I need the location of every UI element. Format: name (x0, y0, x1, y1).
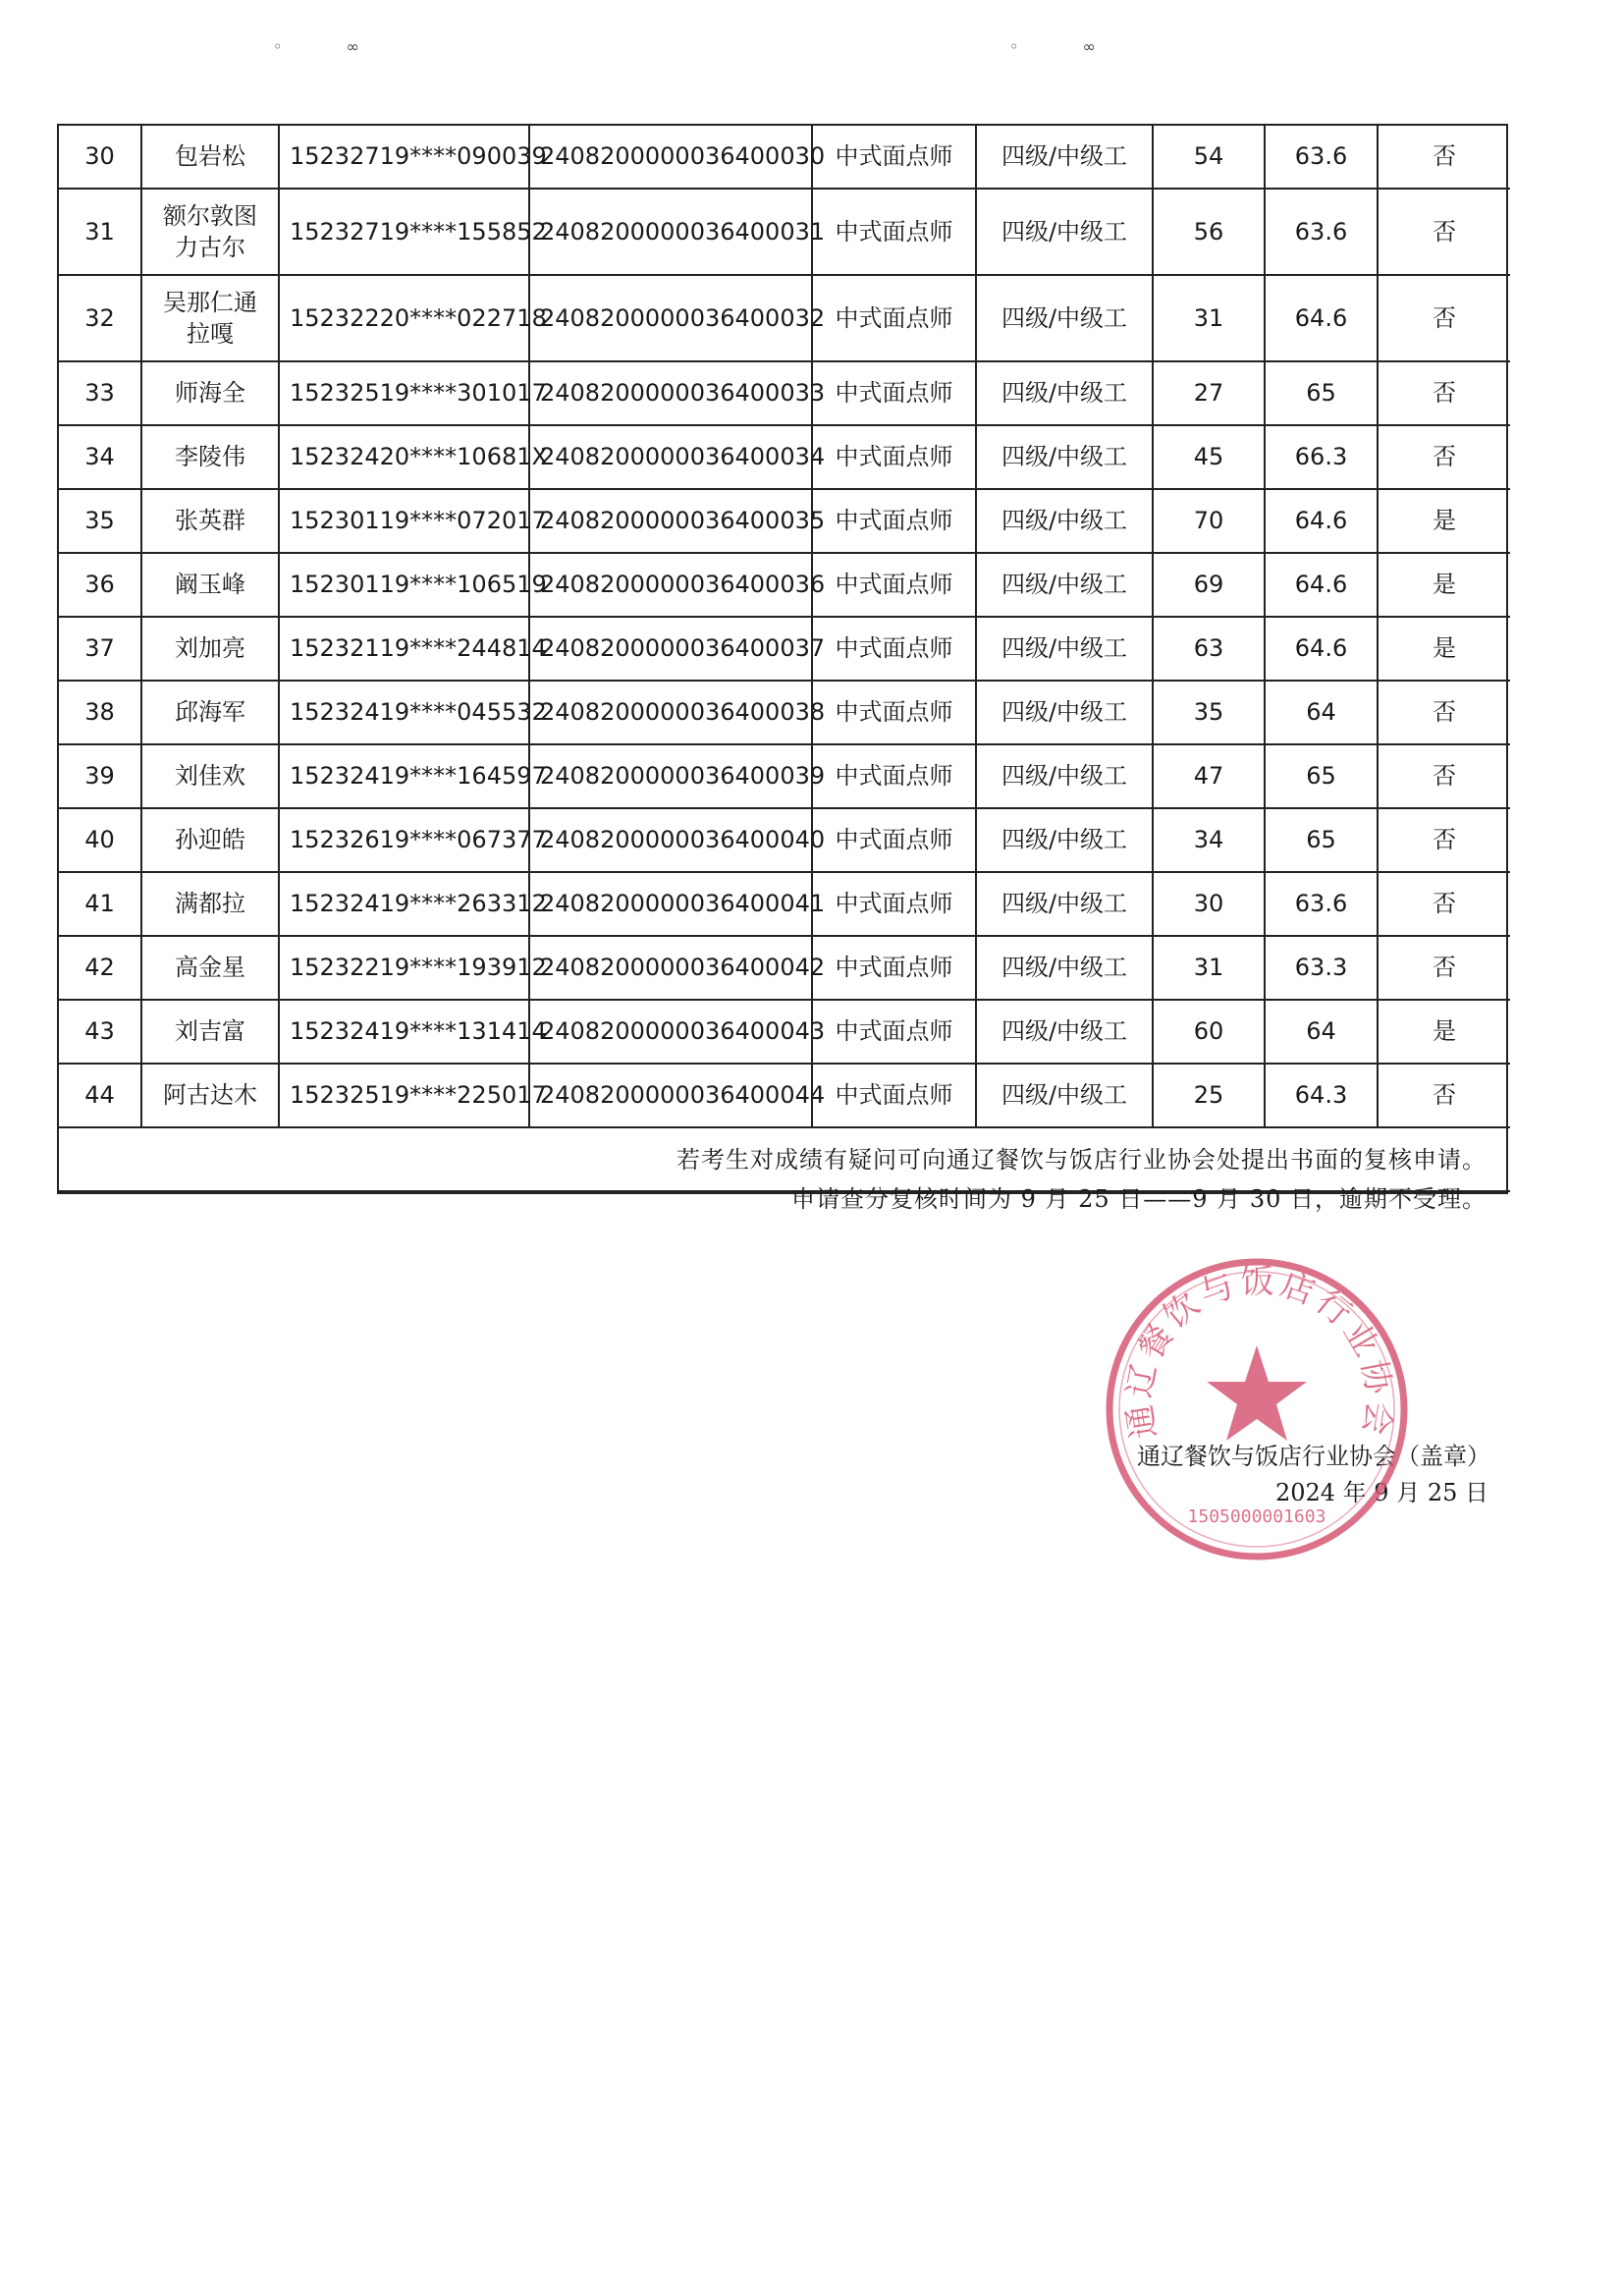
candidate-name (141, 275, 279, 361)
certificate-number: 2408200000036400042 (529, 936, 812, 1000)
theory-score: 69 (1153, 553, 1265, 617)
certificate-number: 2408200000036400038 (529, 681, 812, 744)
results-table (59, 126, 1510, 1506)
official-seal-stamp (1100, 1252, 1414, 1566)
occupation: 中式面点师 (812, 553, 976, 617)
skill-level: 四级/中级工 (976, 808, 1153, 872)
table-row (59, 553, 1510, 617)
candidate-name-line: 师海全 (175, 379, 245, 408)
candidate-name (141, 189, 279, 275)
row-number: 43 (59, 1000, 141, 1064)
pass-status: 否 (1378, 872, 1510, 936)
occupation: 中式面点师 (812, 189, 976, 275)
row-number: 30 (59, 126, 141, 189)
pass-status: 是 (1378, 1000, 1510, 1064)
certificate-number: 2408200000036400040 (529, 808, 812, 872)
candidate-name (141, 681, 279, 744)
pass-status: 否 (1378, 1064, 1510, 1127)
theory-score: 30 (1153, 872, 1265, 936)
pass-status: 否 (1378, 681, 1510, 744)
id-number: 15232220****022718 (279, 275, 529, 361)
occupation: 中式面点师 (812, 808, 976, 872)
occupation: 中式面点师 (812, 1064, 976, 1127)
theory-score: 35 (1153, 681, 1265, 744)
row-number: 31 (59, 189, 141, 275)
theory-score: 34 (1153, 808, 1265, 872)
candidate-name-line: 满都拉 (175, 890, 245, 918)
certificate-number: 2408200000036400037 (529, 617, 812, 681)
practical-score: 64 (1265, 1000, 1378, 1064)
candidate-name (141, 936, 279, 1000)
candidate-name (141, 489, 279, 553)
skill-level: 四级/中级工 (976, 425, 1153, 489)
candidate-name-line: 刘加亮 (175, 634, 245, 663)
table-row (59, 872, 1510, 936)
id-number: 15232119****244814 (279, 617, 529, 681)
practical-score: 64.6 (1265, 617, 1378, 681)
skill-level: 四级/中级工 (976, 617, 1153, 681)
candidate-name-line: 孙迎皓 (175, 826, 245, 854)
occupation: 中式面点师 (812, 361, 976, 425)
candidate-name-line: 张英群 (175, 507, 245, 535)
signature-organization: 通辽餐饮与饭店行业协会（盖章） (1137, 1443, 1490, 1470)
certificate-number: 2408200000036400035 (529, 489, 812, 553)
id-number: 15232419****131414 (279, 1000, 529, 1064)
row-number: 42 (59, 936, 141, 1000)
theory-score: 47 (1153, 744, 1265, 808)
table-row (59, 425, 1510, 489)
candidate-name-line: 包岩松 (175, 142, 245, 171)
review-deadline-note: 申请查分复核时间为 9 月 25 日——9 月 30 日，逾期不受理。 (790, 1185, 1487, 1213)
skill-level: 四级/中级工 (976, 275, 1153, 361)
candidate-name-line: 额尔敦图 (163, 201, 257, 230)
candidate-name-line: 拉嘎 (187, 320, 234, 348)
id-number: 15232419****164597 (279, 744, 529, 808)
table-row (59, 275, 1510, 361)
theory-score: 63 (1153, 617, 1265, 681)
table-row (59, 617, 1510, 681)
practical-score: 64 (1265, 681, 1378, 744)
scan-mark-right: ◦ ∞ (1009, 37, 1125, 56)
candidate-name (141, 617, 279, 681)
candidate-name-line: 刘佳欢 (175, 762, 245, 791)
certificate-number: 2408200000036400031 (529, 189, 812, 275)
pass-status: 否 (1378, 361, 1510, 425)
skill-level: 四级/中级工 (976, 126, 1153, 189)
row-number: 38 (59, 681, 141, 744)
pass-status: 否 (1378, 936, 1510, 1000)
candidate-name (141, 808, 279, 872)
table-row (59, 361, 1510, 425)
certificate-number: 2408200000036400041 (529, 872, 812, 936)
theory-score: 56 (1153, 189, 1265, 275)
skill-level: 四级/中级工 (976, 553, 1153, 617)
candidate-name (141, 744, 279, 808)
occupation: 中式面点师 (812, 1000, 976, 1064)
pass-status: 否 (1378, 744, 1510, 808)
candidate-name-line: 阿古达木 (163, 1081, 257, 1110)
candidate-name-line: 邱海军 (175, 698, 245, 727)
theory-score: 31 (1153, 275, 1265, 361)
occupation: 中式面点师 (812, 681, 976, 744)
theory-score: 60 (1153, 1000, 1265, 1064)
row-number: 36 (59, 553, 141, 617)
occupation: 中式面点师 (812, 489, 976, 553)
certificate-number: 2408200000036400034 (529, 425, 812, 489)
occupation: 中式面点师 (812, 275, 976, 361)
id-number: 15232419****263312 (279, 872, 529, 936)
signature-date: 2024 年 9 月 25 日 (1274, 1479, 1488, 1506)
pass-status: 是 (1378, 553, 1510, 617)
row-number: 37 (59, 617, 141, 681)
id-number: 15232219****193912 (279, 936, 529, 1000)
candidate-name (141, 126, 279, 189)
id-number: 15232419****045532 (279, 681, 529, 744)
pass-status: 否 (1378, 425, 1510, 489)
row-number: 34 (59, 425, 141, 489)
certificate-number: 2408200000036400043 (529, 1000, 812, 1064)
id-number: 15232420****10681X (279, 425, 529, 489)
skill-level: 四级/中级工 (976, 872, 1153, 936)
candidate-name (141, 425, 279, 489)
footer-cell (59, 1127, 1510, 1506)
table-row (59, 936, 1510, 1000)
skill-level: 四级/中级工 (976, 189, 1153, 275)
table-row (59, 744, 1510, 808)
svg-text:通辽餐饮与饭店行业协会: 通辽餐饮与饭店行业协会 (1119, 1262, 1399, 1442)
certificate-number: 2408200000036400039 (529, 744, 812, 808)
theory-score: 25 (1153, 1064, 1265, 1127)
practical-score: 66.3 (1265, 425, 1378, 489)
practical-score: 64.6 (1265, 489, 1378, 553)
pass-status: 否 (1378, 189, 1510, 275)
review-note: 若考生对成绩有疑问可向通辽餐饮与饭店行业协会处提出书面的复核申请。 (676, 1146, 1487, 1174)
id-number: 15232519****225017 (279, 1064, 529, 1127)
row-number: 32 (59, 275, 141, 361)
scan-mark-left: ◦ ∞ (273, 37, 389, 56)
id-number: 15232719****155852 (279, 189, 529, 275)
pass-status: 否 (1378, 126, 1510, 189)
row-number: 35 (59, 489, 141, 553)
skill-level: 四级/中级工 (976, 489, 1153, 553)
skill-level: 四级/中级工 (976, 361, 1153, 425)
pass-status: 是 (1378, 489, 1510, 553)
practical-score: 65 (1265, 361, 1378, 425)
practical-score: 64.3 (1265, 1064, 1378, 1127)
id-number: 15230119****072017 (279, 489, 529, 553)
pass-status: 是 (1378, 617, 1510, 681)
theory-score: 31 (1153, 936, 1265, 1000)
skill-level: 四级/中级工 (976, 1000, 1153, 1064)
skill-level: 四级/中级工 (976, 681, 1153, 744)
certificate-number: 2408200000036400036 (529, 553, 812, 617)
certificate-number: 2408200000036400032 (529, 275, 812, 361)
results-sheet (57, 124, 1508, 1506)
table-row (59, 1000, 1510, 1064)
occupation: 中式面点师 (812, 126, 976, 189)
table-row (59, 489, 1510, 553)
theory-score: 45 (1153, 425, 1265, 489)
practical-score: 64.6 (1265, 275, 1378, 361)
practical-score: 64.6 (1265, 553, 1378, 617)
practical-score: 63.3 (1265, 936, 1378, 1000)
pass-status: 否 (1378, 275, 1510, 361)
candidate-name-line: 刘吉富 (175, 1017, 245, 1046)
id-number: 15232619****067377 (279, 808, 529, 872)
row-number: 39 (59, 744, 141, 808)
practical-score: 63.6 (1265, 126, 1378, 189)
certificate-number: 2408200000036400030 (529, 126, 812, 189)
certificate-number: 2408200000036400044 (529, 1064, 812, 1127)
practical-score: 63.6 (1265, 189, 1378, 275)
id-number: 15232519****301017 (279, 361, 529, 425)
practical-score: 65 (1265, 744, 1378, 808)
id-number: 15232719****090039 (279, 126, 529, 189)
occupation: 中式面点师 (812, 617, 976, 681)
table-row (59, 808, 1510, 872)
row-number: 40 (59, 808, 141, 872)
row-number: 33 (59, 361, 141, 425)
candidate-name-line: 吴那仁通 (163, 288, 257, 316)
theory-score: 70 (1153, 489, 1265, 553)
row-number: 44 (59, 1064, 141, 1127)
svg-text:1505000001603: 1505000001603 (1187, 1506, 1326, 1527)
candidate-name (141, 872, 279, 936)
row-number: 41 (59, 872, 141, 936)
occupation: 中式面点师 (812, 936, 976, 1000)
certificate-number: 2408200000036400033 (529, 361, 812, 425)
candidate-name (141, 1064, 279, 1127)
skill-level: 四级/中级工 (976, 744, 1153, 808)
candidate-name (141, 361, 279, 425)
candidate-name-line: 力古尔 (175, 234, 245, 261)
occupation: 中式面点师 (812, 425, 976, 489)
theory-score: 27 (1153, 361, 1265, 425)
candidate-name (141, 553, 279, 617)
candidate-name (141, 1000, 279, 1064)
theory-score: 54 (1153, 126, 1265, 189)
id-number: 15230119****106519 (279, 553, 529, 617)
table-row (59, 1064, 1510, 1127)
pass-status: 否 (1378, 808, 1510, 872)
table-row (59, 126, 1510, 189)
table-row (59, 189, 1510, 275)
skill-level: 四级/中级工 (976, 936, 1153, 1000)
candidate-name-line: 阚玉峰 (175, 571, 245, 599)
practical-score: 63.6 (1265, 872, 1378, 936)
practical-score: 65 (1265, 808, 1378, 872)
skill-level: 四级/中级工 (976, 1064, 1153, 1127)
occupation: 中式面点师 (812, 744, 976, 808)
candidate-name-line: 李陵伟 (175, 443, 245, 471)
candidate-name-line: 高金星 (175, 954, 245, 982)
occupation: 中式面点师 (812, 872, 976, 936)
table-row (59, 681, 1510, 744)
